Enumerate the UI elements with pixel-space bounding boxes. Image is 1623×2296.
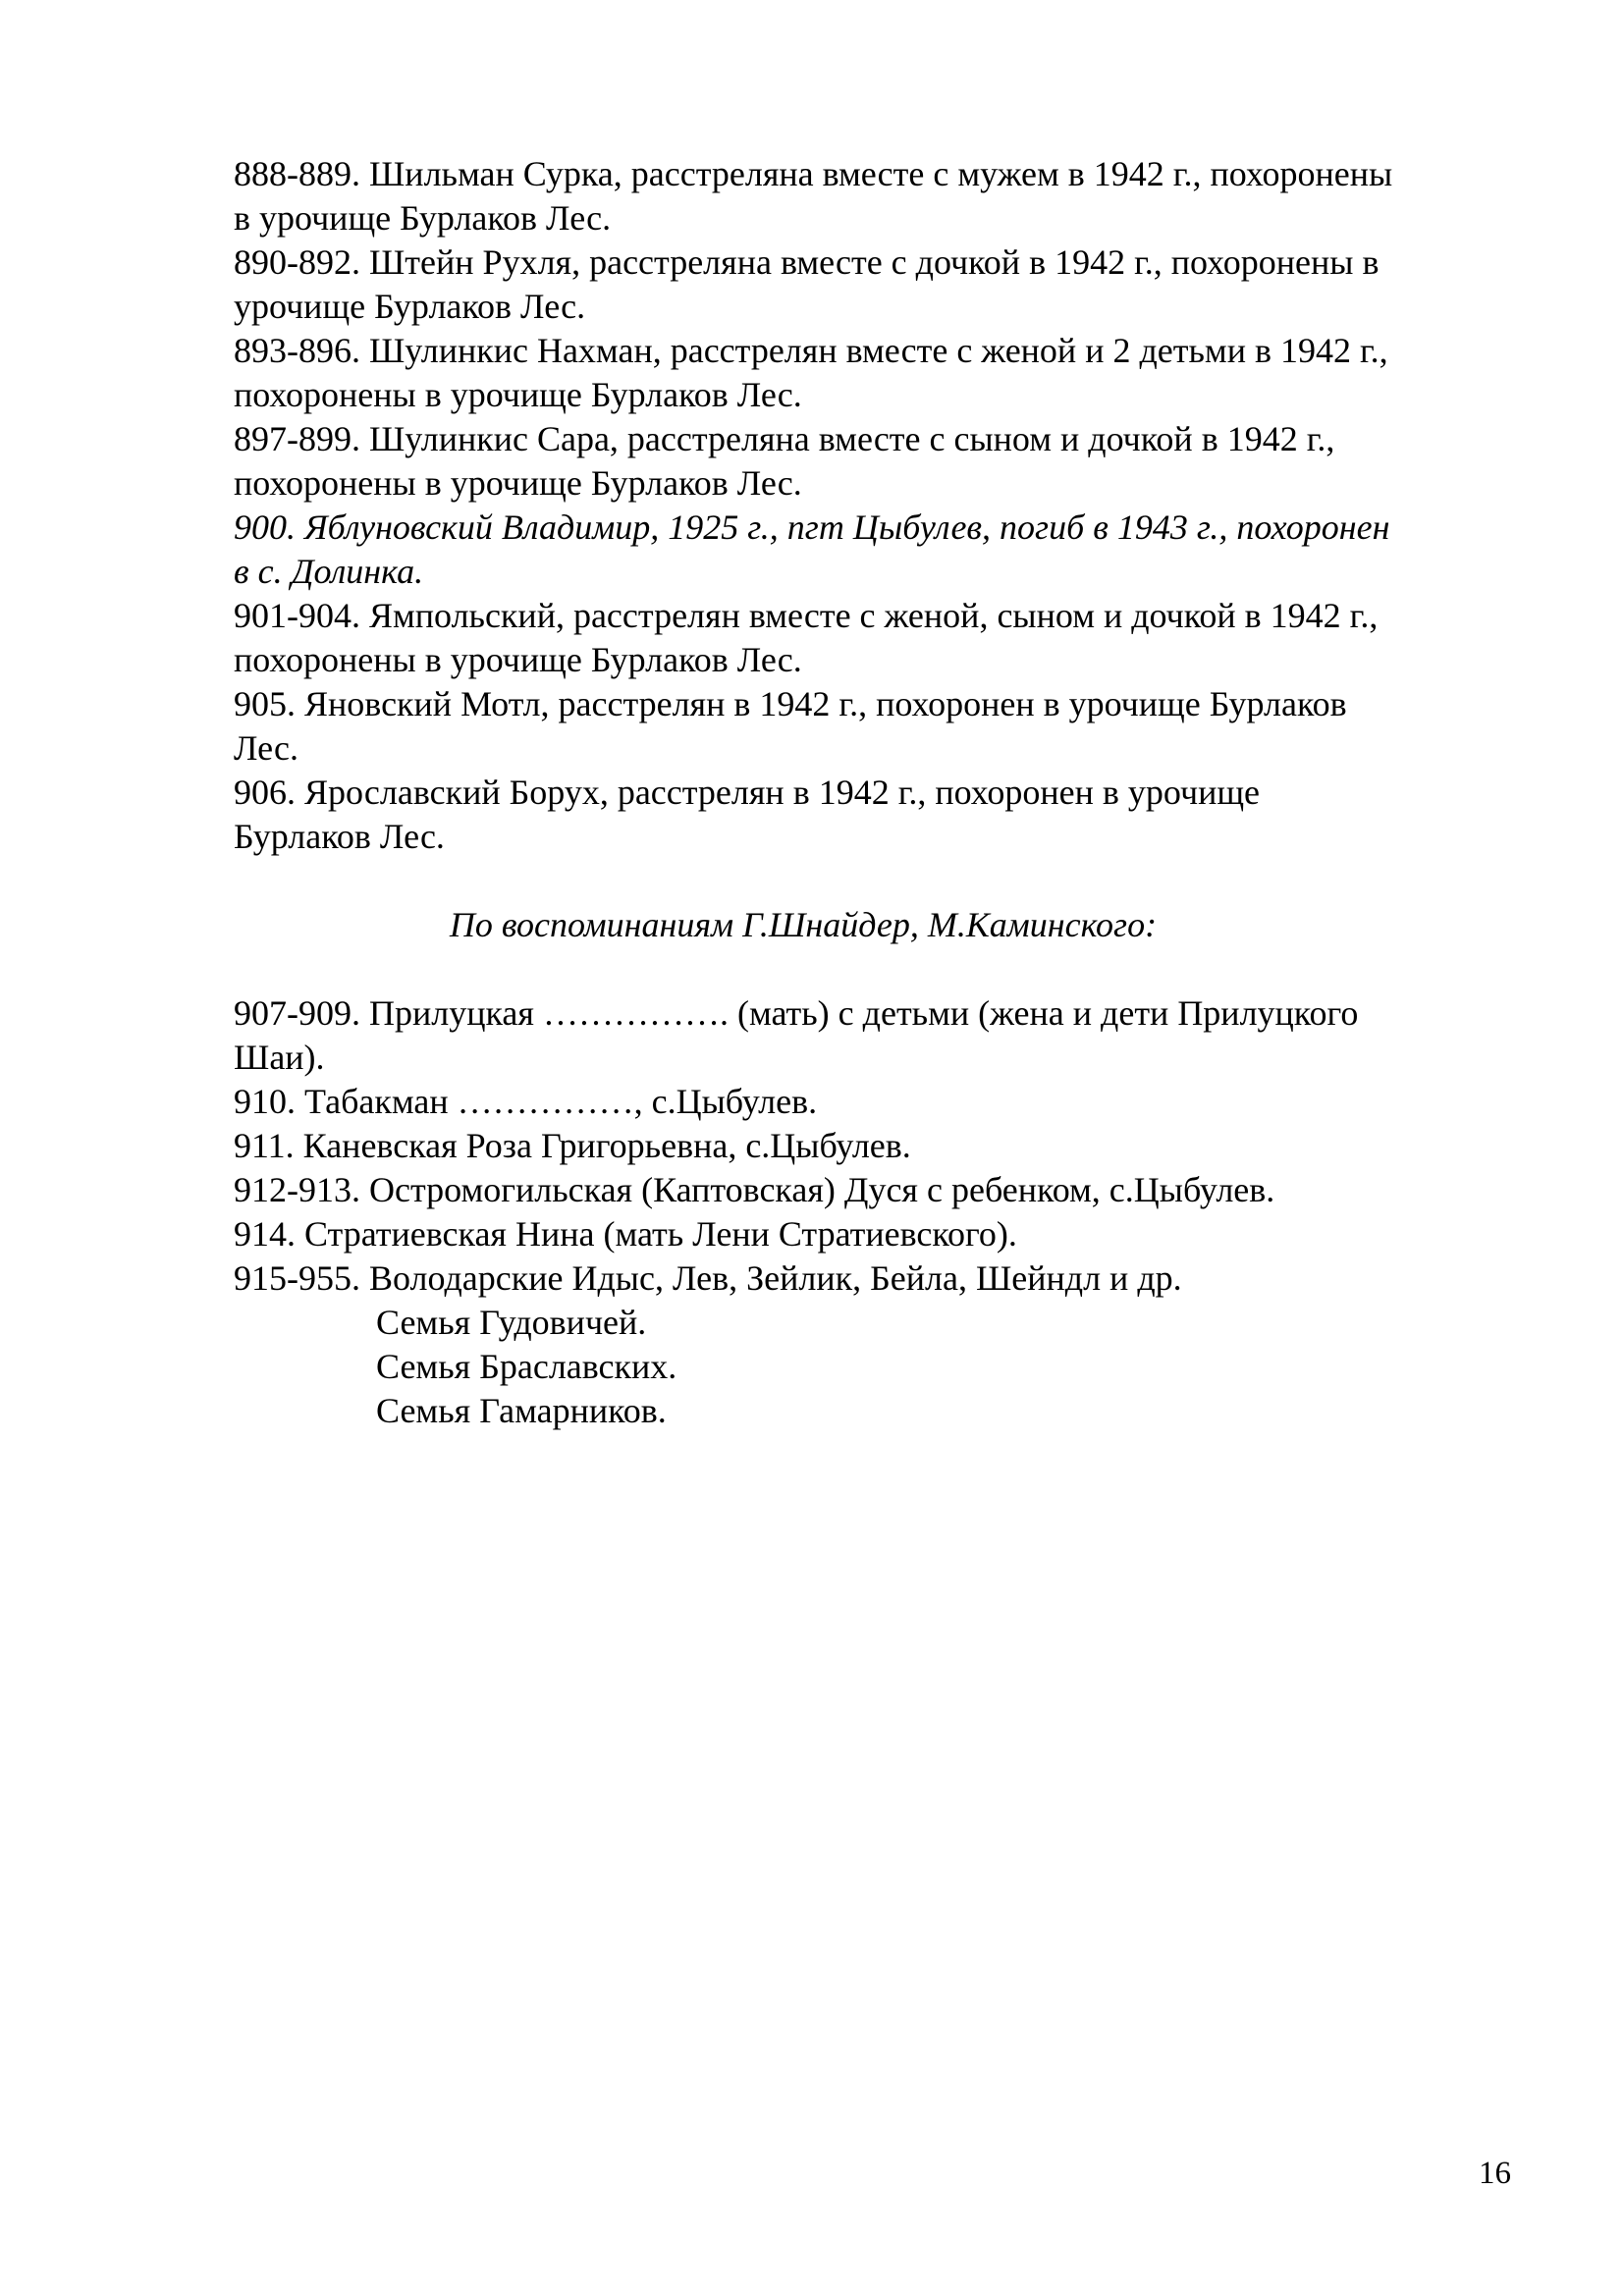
entry-line: 906. Ярославский Борух, расстрелян в 1942 г., похоронен в урочище <box>234 773 1261 812</box>
entry-line: 897-899. Шулинкис Сара, расстреляна вместе с сыном и дочкой в 1942 г., <box>234 419 1335 458</box>
section-heading: По воспоминаниям Г.Шнайдер, М.Каминского: <box>449 905 1158 944</box>
entry-line: похоронены в урочище Бурлаков Лес. <box>234 640 802 679</box>
entry-line: Лес. <box>234 728 299 768</box>
entry-line: 890-892. Штейн Рухля, расстреляна вместе с дочкой в 1942 г., похоронены в <box>234 242 1380 282</box>
entry-line: 910. Табакман ……………, с.Цыбулев. <box>234 1082 818 1121</box>
entry-line: Бурлаков Лес. <box>234 817 445 856</box>
entry-line: Шаи). <box>234 1038 325 1077</box>
entry-line: 907-909. Прилуцкая ……………. (мать) с детьми (жена и дети Прилуцкого <box>234 993 1359 1033</box>
family-line: Семья Гудовичей. <box>376 1303 647 1342</box>
page-number: 16 <box>1479 2156 1511 2191</box>
entry-line: 912-913. Остромогильская (Каптовская) Дуся с ребенком, с.Цыбулев. <box>234 1170 1275 1209</box>
entry-line: 905. Яновский Мотл, расстрелян в 1942 г., похоронен в урочище Бурлаков <box>234 684 1347 723</box>
document-body <box>234 152 1530 1433</box>
entry-line: 914. Стратиевская Нина (мать Лени Стратиевского). <box>234 1214 1017 1254</box>
entry-line: урочище Бурлаков Лес. <box>234 287 586 326</box>
entry-line: в с. Долинка. <box>234 552 424 591</box>
entry-line: 900. Яблуновский Владимир, 1925 г., пгт Цыбулев, погиб в 1943 г., похоронен <box>234 507 1390 547</box>
entry-line: 888-889. Шильман Сурка, расстреляна вместе с мужем в 1942 г., похоронены <box>234 154 1393 193</box>
family-line: Семья Браславских. <box>376 1347 677 1386</box>
entry-line: 893-896. Шулинкис Нахман, расстрелян вместе с женой и 2 детьми в 1942 г., <box>234 331 1388 370</box>
memorial-list-part-1 <box>234 152 1530 859</box>
entry-line: 901-904. Ямпольский, расстрелян вместе с женой, сыном и дочкой в 1942 г., <box>234 596 1379 635</box>
entry-line: похоронены в урочище Бурлаков Лес. <box>234 375 802 414</box>
memorial-list-part-2 <box>234 991 1530 1433</box>
entry-line: в урочище Бурлаков Лес. <box>234 198 612 238</box>
entry-line: похоронены в урочище Бурлаков Лес. <box>234 463 802 503</box>
family-line: Семья Гамарников. <box>376 1391 667 1430</box>
entry-line: 915-955. Володарские Идыс, Лев, Зейлик, Бейла, Шейндл и др. <box>234 1258 1182 1298</box>
entry-line: 911. Каневская Роза Григорьевна, с.Цыбулев. <box>234 1126 911 1165</box>
